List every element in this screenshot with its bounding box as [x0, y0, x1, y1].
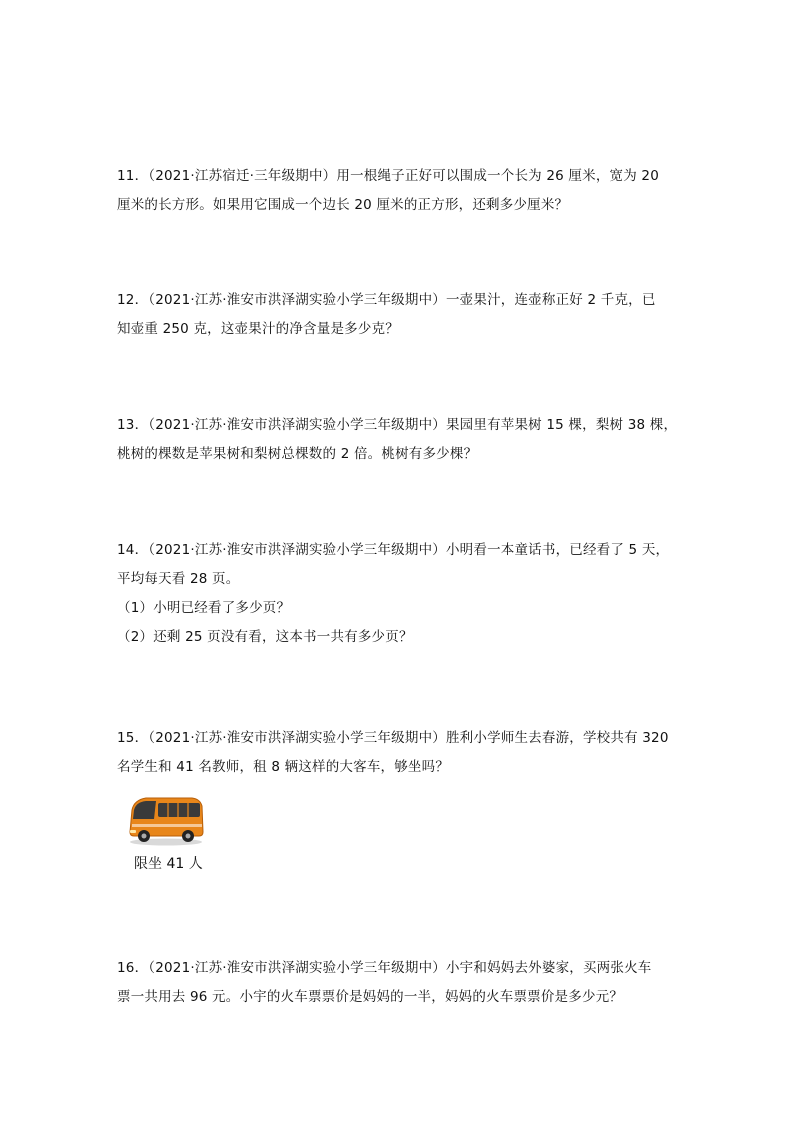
question-14 — [117, 536, 679, 652]
bus-icon — [126, 792, 206, 848]
question-16 — [117, 954, 679, 1012]
bus-illustration — [126, 792, 206, 848]
question-11 — [117, 162, 679, 220]
question-13 — [117, 411, 679, 469]
sub-question-1: （1）小明已经看了多少页？ — [117, 600, 291, 616]
question-text-line: 15．（2021·江苏·淮安市洪泽湖实验小学三年级期中）胜利小学师生去春游，学校共有 320 — [117, 730, 669, 746]
question-text-line: 13．（2021·江苏·淮安市洪泽湖实验小学三年级期中）果园里有苹果树 15 棵，梨树 38 棵， — [117, 417, 678, 433]
question-text-line: 知壶重 250 克，这壶果汁的净含量是多少克？ — [117, 321, 399, 337]
bus-capacity-caption: 限坐 41 人 — [134, 856, 203, 872]
question-text-line: 票一共用去 96 元。小宇的火车票票价是妈妈的一半，妈妈的火车票票价是多少元？ — [117, 989, 624, 1005]
question-text-line: 平均每天看 28 页。 — [117, 571, 240, 587]
question-text-line: 厘米的长方形。如果用它围成一个边长 20 厘米的正方形，还剩多少厘米？ — [117, 197, 569, 213]
question-text-line: 桃树的棵数是苹果树和梨树总棵数的 2 倍。桃树有多少棵？ — [117, 446, 478, 462]
sub-question-2: （2）还剩 25 页没有看，这本书一共有多少页？ — [117, 629, 413, 645]
question-text-line: 16．（2021·江苏·淮安市洪泽湖实验小学三年级期中）小宇和妈妈去外婆家，买两张火车 — [117, 960, 652, 976]
question-15 — [117, 724, 679, 782]
question-text-line: 名学生和 41 名教师，租 8 辆这样的大客车，够坐吗？ — [117, 759, 450, 775]
question-text-line: 14．（2021·江苏·淮安市洪泽湖实验小学三年级期中）小明看一本童话书，已经看了 5 天， — [117, 542, 670, 558]
question-12 — [117, 286, 679, 344]
question-text-line: 11．（2021·江苏宿迁·三年级期中）用一根绳子正好可以围成一个长为 26 厘米，宽为 20 — [117, 168, 659, 184]
question-text-line: 12．（2021·江苏·淮安市洪泽湖实验小学三年级期中）一壶果汁，连壶称正好 2 千克，已 — [117, 292, 656, 308]
